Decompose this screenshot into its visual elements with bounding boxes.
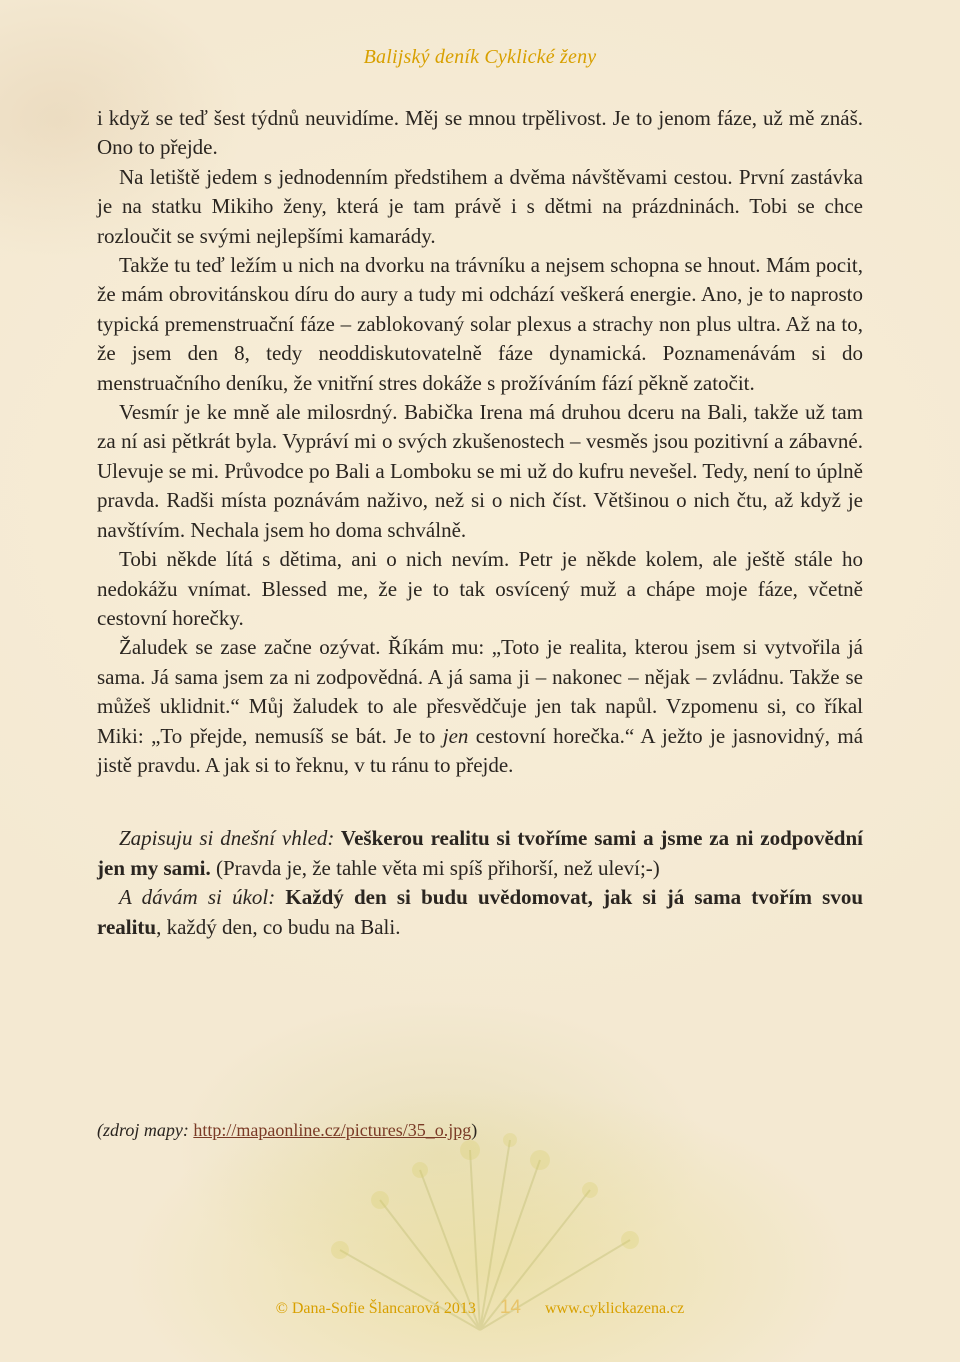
paragraph: [97, 633, 863, 780]
page-number: 14: [499, 1297, 521, 1318]
source-prefix: (zdroj mapy:: [97, 1120, 194, 1140]
paragraph-text: cestovní horečka.“ A ježto je jasnovidný, má jistě pravdu. A jak si to řeknu, v tu ránu to přejde.: [97, 723, 864, 777]
map-source-note: [97, 1120, 477, 1141]
source-link[interactable]: http://mapaonline.cz/pictures/35_o.jpg: [193, 1120, 472, 1140]
task-comment: , každý den, co budu na Bali.: [156, 914, 401, 939]
task-label: A dávám si úkol:: [119, 885, 276, 910]
emphasis-text: jen: [442, 723, 469, 748]
source-suffix: ): [471, 1120, 478, 1140]
task-statement: Každý den si budu uvědomovat, jak si já sama tvořím svou realitu: [97, 885, 863, 939]
copyright-text: © Dana-Sofie Šlancarová 2013: [275, 1300, 476, 1317]
main-text: [97, 104, 863, 942]
running-header: Balijský deník Cyklické ženy: [363, 46, 597, 68]
paragraph: Vesmír je ke mně ale milosrdný. Babička Irena má druhou dceru na Bali, takže už tam za ní asi pětkrát byla. Vypráví mi o svých zkušenostech – vesměs jsou pozitivní a zábavné. Ulevuje se mi. Průvodce po Bali a Lomboku se mi už do kufru nevešel. Tedy, není to úplně pravda. Radši místa poznávám naživo, než si o nich číst. Většinou o nich čtu, až když je navštívím. Nechala jsem ho doma schválně.: [97, 400, 863, 542]
paragraph: Na letiště jedem s jednodenním předstihem a dvěma návštěvami cestou. První zastávka je na statku Mikiho ženy, která je tam právě i s dětmi na prázdninách. Tobi se chce rozloučit se svými nejlepšími kamarády.: [97, 164, 863, 248]
paragraph-text: Žaludek se zase začne ozývat. Říkám mu: „Toto je realita, kterou jsem si vytvořila já sama. Já sama jsem za ni zodpovědná. A já sama ji – nakonec – nějak – zvládnu. Takže se můžeš uklidnit.“ Můj žaludek to ale přesvědčuje jen tak napůl. Vzpomenu si, co říkal Miki: „To přejde, nemusíš se bát. Je to: [97, 635, 863, 748]
insight-comment: (Pravda je, že tahle věta mi spíš přihorší, než uleví;-): [210, 855, 660, 880]
website-link[interactable]: www.cyklickazena.cz: [544, 1300, 685, 1317]
paragraph: Takže tu teď ležím u nich na dvorku na trávníku a nejsem schopna se hnout. Mám pocit, že mám obrovitánskou díru do aury a tudy mi odchází veškerá energie. Ano, je to naprosto typická premenstruační fáze – zablokovaný solar plexus a strachy non plus ultra. Až na to, že jsem den 8, tedy neoddiskutovatelně fáze dynamická. Poznamenávám si do menstruačního deníku, že vnitřní stres dokáže s prožíváním fází pěkně zatočit.: [97, 253, 863, 395]
page-footer: [0, 1297, 960, 1319]
task-paragraph: [97, 883, 863, 942]
insight-statement: Veškerou realitu si tvoříme sami a jsme za ni zodpovědní jen my sami.: [97, 826, 863, 880]
spacer: [97, 780, 863, 824]
insight-paragraph: [97, 824, 863, 883]
insight-label: Zapisuju si dnešní vhled:: [119, 826, 335, 851]
paragraph: Tobi někde lítá s dětima, ani o nich nevím. Petr je někde kolem, ale ještě stále ho nedokážu vnímat. Blessed me, že je to tak osvícený muž a chápe moje fáze, včetně cestovní horečky.: [97, 547, 863, 630]
paragraph: i když se teď šest týdnů neuvidíme. Měj se mnou trpělivost. Je to jenom fáze, už mě znáš. Ono to přejde.: [97, 106, 863, 160]
